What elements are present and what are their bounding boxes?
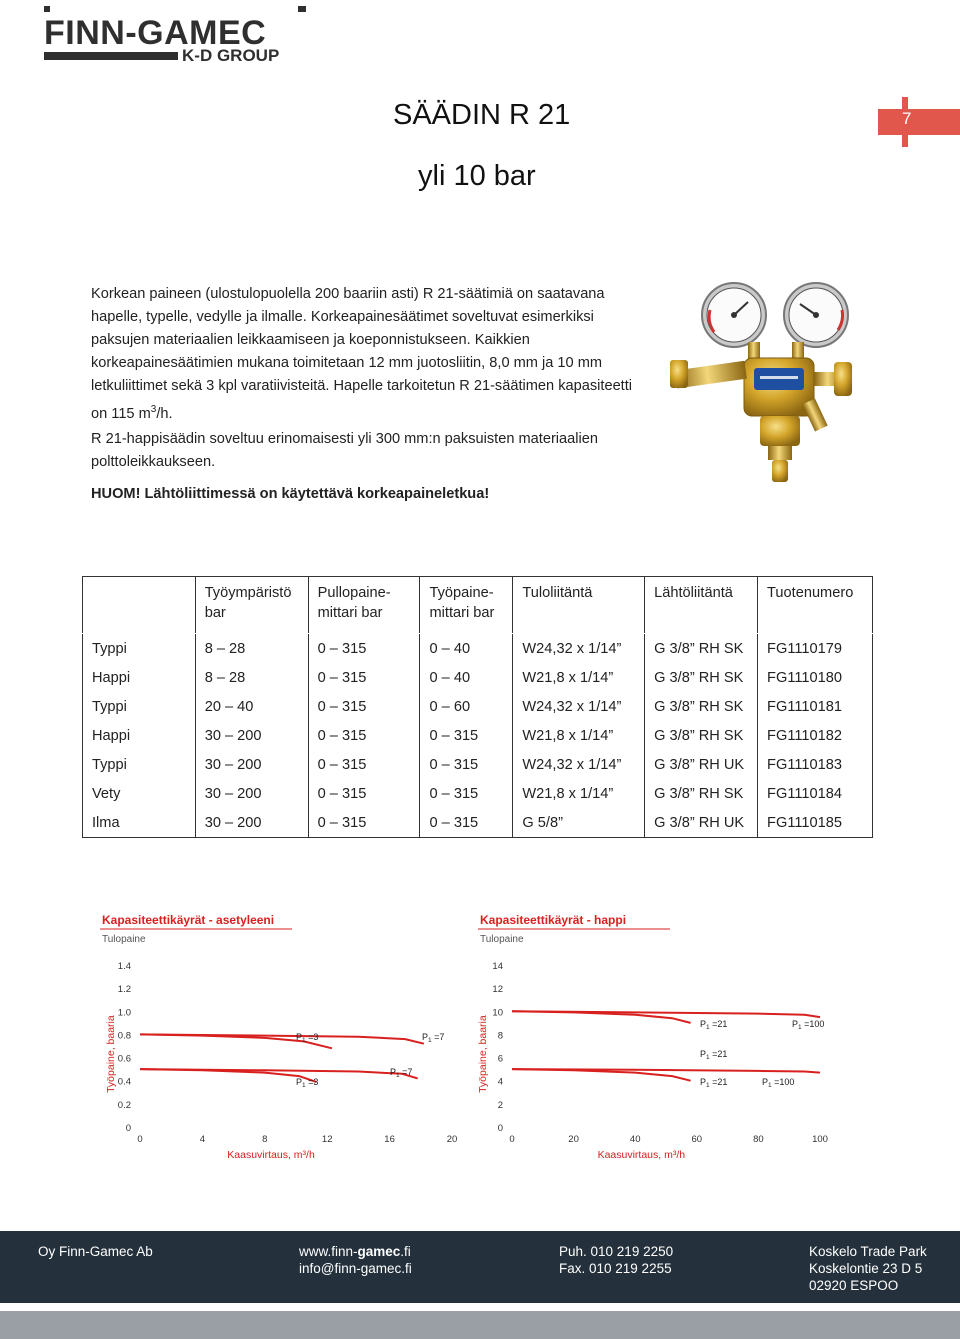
table-row [83,808,873,838]
table-cell: 0 – 315 [420,779,513,808]
y-tick-label: 2 [497,1099,503,1111]
table-row [83,634,873,664]
annotation-sub: 1 [768,1082,772,1089]
table-cell: FG1110184 [758,779,873,808]
footer-fax: Fax. 010 219 2255 [559,1261,672,1276]
series-annotation [792,1019,824,1031]
table-header-cell [83,577,196,634]
header-line: Tuotenumero [767,585,854,601]
footer-address-line: Koskelo Trade Park [809,1244,927,1259]
table-cell: G 3/8” RH UK [645,808,758,838]
annotation-sub: 1 [706,1024,710,1031]
annotation-sub: 1 [428,1037,432,1044]
x-tick-label: 0 [137,1134,143,1145]
series-annotation [762,1077,794,1089]
y-tick-label: 0.2 [117,1099,131,1111]
logo-accent-mark [298,6,306,12]
table-cell: 0 – 40 [420,634,513,664]
warning-note: HUOM! Lähtöliittimessä on käytettävä korkeapaineletkua! [91,486,490,502]
annotation-value: =3 [305,1077,319,1087]
annotation-p: P [296,1077,303,1087]
table-cell: 20 – 40 [195,692,308,721]
annotation-p: P [700,1077,707,1087]
annotation-value: =21 [709,1049,728,1059]
table-cell: 8 – 28 [195,663,308,692]
y-axis-label: Työpaine, baaria [105,1015,117,1093]
table-cell: G 3/8” RH UK [645,750,758,779]
annotation-value: =100 [801,1019,825,1029]
table-cell: W24,32 x 1/14” [513,750,645,779]
footer-phone: Puh. 010 219 2250 [559,1244,674,1259]
x-tick-label: 0 [509,1134,515,1145]
series-line [512,1011,820,1017]
oxygen-paragraph [91,428,651,474]
table-row [83,750,873,779]
text-line: letkuliittimet sekä 3 kpl varatiivisteitä. Hapelle tarkoitetun R 21-säätimen kapasiteetti [91,378,633,394]
table-cell: FG1110182 [758,721,873,750]
table-cell: 0 – 315 [308,634,420,664]
x-tick-label: 100 [812,1134,828,1145]
capacity-prefix: on 115 m [91,405,151,422]
annotation-p: P [296,1032,303,1042]
table-cell: 0 – 315 [308,663,420,692]
text-line: Korkean paineen (ulostulopuolella 200 baariin asti) R 21-säätimiä on saatavana [91,286,605,302]
text-line: R 21-happisäädin soveltuu erinomaisesti yli 300 mm:n paksuisten materiaalien [91,431,598,447]
annotation-sub: 1 [706,1054,710,1061]
table-cell: W21,8 x 1/14” [513,779,645,808]
table-row [83,721,873,750]
table-header-cell [645,577,758,634]
table-cell: G 3/8” RH SK [645,692,758,721]
annotation-value: =21 [709,1077,728,1087]
annotation-sub: 1 [706,1082,710,1089]
table-header-cell [308,577,420,634]
table-header-cell [195,577,308,634]
footer-address-line: 02920 ESPOO [809,1278,899,1293]
annotation-p: P [792,1019,799,1029]
annotation-value: =3 [305,1032,319,1042]
table-cell: Vety [83,779,196,808]
table-cell: 30 – 200 [195,721,308,750]
intro-paragraph [91,283,651,426]
page-title: SÄÄDIN R 21 [393,99,571,131]
annotation-sub: 1 [396,1072,400,1079]
series-annotation [390,1067,412,1079]
table-cell: W21,8 x 1/14” [513,663,645,692]
page-tab-shape [878,97,960,147]
table-cell: Typpi [83,692,196,721]
table-cell: G 3/8” RH SK [645,663,758,692]
table-cell: Typpi [83,750,196,779]
header-line: bar [204,605,226,621]
header-line: Työpaine- [429,585,494,601]
y-tick-label: 10 [492,1007,503,1019]
table-row [83,692,873,721]
chart-subtitle: Tulopaine [102,934,146,945]
table-cell: 0 – 315 [308,779,420,808]
annotation-p: P [700,1049,707,1059]
table-cell: 0 – 315 [308,808,420,838]
chart-acetylene [92,905,462,1170]
table-cell: Ilma [83,808,196,838]
footer-email[interactable]: info@finn-gamec.fi [299,1261,412,1276]
table-cell: FG1110179 [758,634,873,664]
y-tick-label: 0.8 [117,1030,131,1042]
table-cell: 30 – 200 [195,808,308,838]
footer [0,1231,960,1303]
annotation-value: =7 [431,1032,445,1042]
table-cell: 0 – 315 [420,750,513,779]
header-line: Työympäristö [204,585,292,601]
chart-title: Kapasiteettikäyrät - asetyleeni [102,913,275,927]
header-line: Pullopaine- [317,585,391,601]
x-tick-label: 16 [384,1134,395,1145]
footer-address-line: Koskelontie 23 D 5 [809,1261,923,1276]
table-cell: G 3/8” RH SK [645,779,758,808]
y-tick-label: 0 [497,1123,503,1134]
table-cell: FG1110185 [758,808,873,838]
table-cell: 8 – 28 [195,634,308,664]
y-tick-label: 1.0 [117,1007,131,1019]
y-axis-label: Työpaine, baaria [477,1015,489,1093]
y-tick-label: 1.2 [117,984,131,996]
annotation-p: P [422,1032,429,1042]
annotation-sub: 1 [302,1082,306,1089]
x-tick-label: 80 [753,1134,764,1145]
text-line: korkeapainesäätimien mukana toimitetaan 12 mm juotosliitin, 8,0 mm ja 10 mm [91,355,603,371]
logo-bar [44,52,178,60]
annotation-p: P [762,1077,769,1087]
annotation-sub: 1 [798,1024,802,1031]
text-line: polttoleikkaukseen. [91,454,216,470]
annotation-p: P [700,1019,707,1029]
capacity-line [91,398,651,426]
series-annotation [700,1019,727,1031]
table-cell: 0 – 315 [308,750,420,779]
header-line: mittari bar [317,605,383,621]
page-number: 7 [902,109,912,128]
table-cell: FG1110183 [758,750,873,779]
capacity-suffix: /h. [156,405,173,422]
page-subtitle: yli 10 bar [418,160,536,192]
y-tick-label: 8 [497,1030,503,1042]
page-number-tab [878,97,960,147]
y-tick-label: 4 [497,1076,503,1088]
table-cell: 0 – 315 [308,721,420,750]
series-annotation [422,1032,444,1044]
x-tick-label: 60 [691,1134,703,1145]
table-cell: Happi [83,721,196,750]
table-cell: 0 – 60 [420,692,513,721]
footer-bottom-strip [0,1311,960,1339]
x-tick-label: 20 [446,1134,458,1145]
header-line: Tuloliitäntä [522,585,593,601]
y-tick-label: 1.4 [117,961,131,972]
table-row [83,663,873,692]
table-header-row [83,577,873,634]
table-cell: Happi [83,663,196,692]
table-cell: W21,8 x 1/14” [513,721,645,750]
table-cell: W24,32 x 1/14” [513,634,645,664]
table-cell: FG1110181 [758,692,873,721]
y-tick-label: 6 [497,1053,503,1065]
table-cell: Typpi [83,634,196,664]
table-header-cell [513,577,645,634]
annotation-p: P [390,1067,397,1077]
chart-subtitle: Tulopaine [480,934,524,945]
x-tick-label: 12 [321,1134,333,1145]
table-header-cell [420,577,513,634]
table-row [83,779,873,808]
logo-main-text: FINN-GAMEC [44,14,267,52]
series-annotation [700,1077,727,1089]
x-tick-label: 40 [629,1134,641,1145]
y-tick-label: 0.4 [117,1076,131,1088]
table-cell: 0 – 315 [420,721,513,750]
series-annotation [296,1077,318,1089]
annotation-value: =21 [709,1019,728,1029]
table-cell: 30 – 200 [195,750,308,779]
text-line: hapelle, typelle, vedylle ja ilmalle. Korkeapainesäätimet soveltuvat esimerkiksi [91,309,594,325]
capacity-sup: 3 [150,404,157,415]
logo-sub-text: K-D GROUP [182,46,280,65]
x-axis-label: Kaasuvirtaus, m³/h [227,1149,315,1161]
table-cell: FG1110180 [758,663,873,692]
table-cell: W24,32 x 1/14” [513,692,645,721]
footer-separator [0,1303,960,1311]
x-tick-label: 20 [568,1134,579,1145]
web-suffix: .fi [400,1244,411,1259]
logo-accent-mark [44,6,50,12]
footer-website[interactable] [299,1243,411,1260]
series-annotation [700,1049,727,1061]
annotation-value: =100 [771,1077,795,1087]
company-logo [44,6,308,72]
footer-company: Oy Finn-Gamec Ab [38,1244,153,1259]
regulator-image [668,280,858,485]
header-line: mittari bar [429,605,495,621]
annotation-value: =7 [399,1067,413,1077]
table-cell: G 3/8” RH SK [645,634,758,664]
y-tick-label: 12 [492,984,503,996]
table-cell: 30 – 200 [195,779,308,808]
web-prefix: www.finn- [299,1244,358,1259]
spec-table [82,576,873,838]
table-header-cell [758,577,873,634]
chart-oxygen [470,905,840,1170]
table-cell: 0 – 315 [308,692,420,721]
table-cell: G 5/8” [513,808,645,838]
header-line: Lähtöliitäntä [654,585,733,601]
table-cell: 0 – 315 [420,808,513,838]
y-tick-label: 0 [125,1123,131,1134]
x-axis-label: Kaasuvirtaus, m³/h [597,1149,686,1161]
table-body [83,634,873,838]
table-cell: 0 – 40 [420,663,513,692]
text-line: paksujen materiaalien leikkaamiseen ja koeponnistukseen. Kaikkien [91,332,530,348]
table-cell: G 3/8” RH SK [645,721,758,750]
annotation-sub: 1 [302,1037,306,1044]
x-tick-label: 4 [199,1134,206,1145]
chart-title: Kapasiteettikäyrät - happi [480,913,627,927]
x-tick-label: 8 [262,1134,268,1145]
y-tick-label: 14 [492,961,503,972]
web-bold: gamec [357,1244,401,1259]
y-tick-label: 0.6 [117,1053,131,1065]
